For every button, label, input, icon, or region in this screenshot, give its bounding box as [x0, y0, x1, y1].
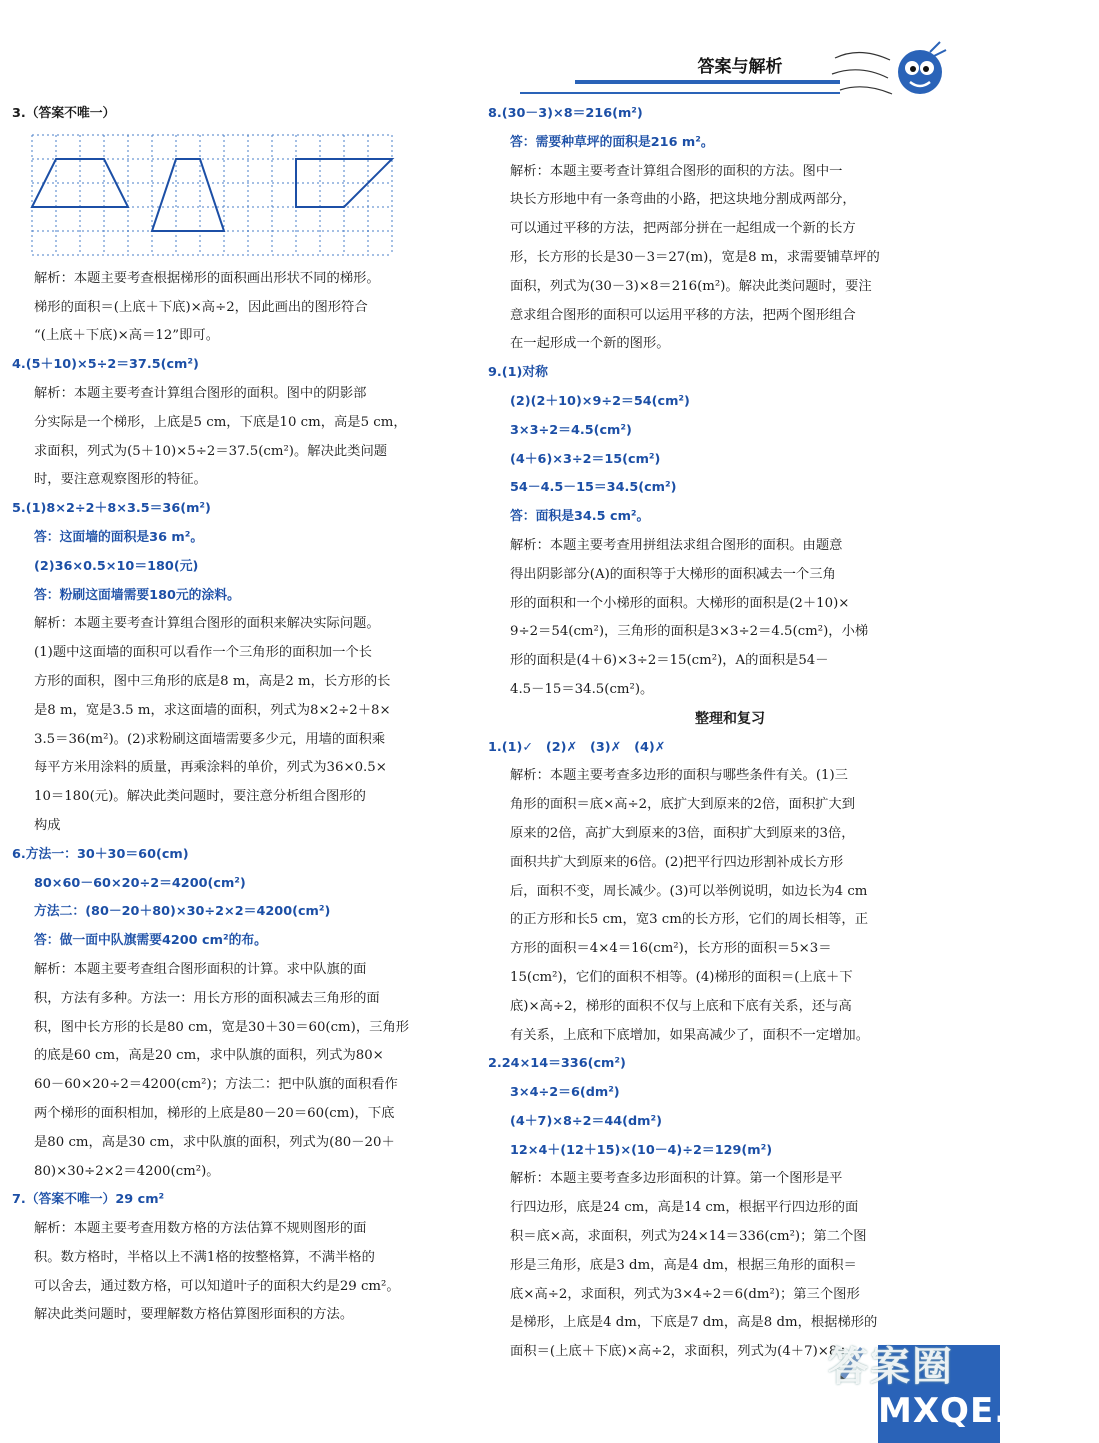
q7-answer: 7.（答案不唯一）29 cm²	[12, 1192, 165, 1208]
text-line: 角形的面积＝底×高÷2，底扩大到原来的2倍，面积扩大到	[510, 797, 856, 813]
watermark-logo-text: 答案圈	[828, 1344, 954, 1390]
text-line: 60－60×20÷2＝4200(cm²)；方法二：把中队旗的面积看作	[34, 1077, 398, 1093]
text-line: 解析：本题主要考查多边形的面积与哪些条件有关。(1)三	[510, 768, 848, 784]
q6-answer-3: 方法二：(80－20＋80)×30÷2×2＝4200(cm²)	[34, 904, 331, 920]
text-line: 是80 cm，高是30 cm，求中队旗的面积，列式为(80－20＋	[34, 1134, 395, 1150]
text-line: 的底是60 cm，高是20 cm，求中队旗的面积，列式为80×	[34, 1048, 384, 1064]
text-line: 80)×30÷2×2＝4200(cm²)。	[34, 1163, 220, 1179]
header-rule-thin	[520, 92, 840, 94]
text-line: 的正方形和长5 cm，宽3 cm的长方形，它们的周长相等，正	[510, 912, 869, 928]
review-2-answer-4: 12×4＋(12＋15)×(10－4)÷2＝129(m²)	[510, 1142, 773, 1158]
header-title: 答案与解析	[697, 57, 783, 77]
q9-answer-5: 54－4.5－15＝34.5(cm²)	[510, 480, 677, 496]
q6-answer-1: 6.方法一：30＋30＝60(cm)	[12, 846, 189, 862]
watermark-url: MXQE.COM	[878, 1391, 1099, 1431]
text-line: 解析：本题主要考查用数方格的方法估算不规则图形的面	[34, 1221, 367, 1237]
text-line: 得出阴影部分(A)的面积等于大梯形的面积减去一个三角	[510, 566, 836, 582]
text-line: 积。数方格时，半格以上不满1格的按整格算，不满半格的	[34, 1249, 375, 1265]
mascot-icon	[830, 38, 950, 108]
q5-explanation	[12, 610, 472, 840]
review-2-answer-3: (4＋7)×8÷2＝44(dm²)	[510, 1113, 662, 1129]
q7-explanation	[12, 1215, 472, 1330]
text-line: 解决此类问题时，要理解数方格估算图形面积的方法。	[34, 1307, 354, 1323]
page-header	[0, 0, 1000, 110]
text-line: 后，面积不变，周长减少。(3)可以举例说明，如边长为4 cm	[510, 883, 868, 899]
text-line: 方形的面积＝4×4＝16(cm²)，长方形的面积＝5×3＝	[510, 941, 832, 957]
text-line: 积＝底×高，求面积，列式为24×14＝336(cm²)；第二个图	[510, 1229, 867, 1245]
q6-explanation	[12, 956, 472, 1186]
text-line: 分实际是一个梯形，上底是5 cm，下底是10 cm，高是5 cm，	[34, 414, 407, 430]
q8-explanation	[488, 158, 950, 360]
q5-answer-1: 5.(1)8×2÷2＋8×3.5＝36(m²)	[12, 501, 211, 517]
text-line: 面积＝(上底＋下底)×高÷2，求面积，列式为(4＋7)×8÷	[510, 1344, 849, 1360]
review-2-answer-1: 2.24×14＝336(cm²)	[488, 1056, 626, 1072]
q9-answer-3: 3×3÷2＝4.5(cm²)	[510, 422, 632, 438]
text-line: 每平方米用涂料的质量，再乘涂料的单价，列式为36×0.5×	[34, 760, 387, 776]
text-line: 解析：本题主要考查用拼组法求组合图形的面积。由题意	[510, 537, 843, 553]
q5-answer-4: 答：粉刷这面墙需要180元的涂料。	[34, 587, 240, 603]
text-line: 15(cm²)，它们的面积不相等。(4)梯形的面积＝(上底＋下	[510, 969, 853, 985]
text-line: (1)题中这面墙的面积可以看作一个三角形的面积加一个长	[34, 645, 372, 661]
q6-answer-4: 答：做一面中队旗需要4200 cm²的布。	[34, 933, 267, 949]
text-line: 可以通过平移的方法，把两部分拼在一起组成一个新的长方	[510, 221, 856, 237]
text-line: 形的面积和一个小梯形的面积。大梯形的面积是(2＋10)×	[510, 595, 850, 611]
text-line: 底)×高÷2，梯形的面积不仅与上底和下底有关系，还与高	[510, 998, 852, 1014]
text-line: 解析：本题主要考查组合图形面积的计算。求中队旗的面	[34, 961, 367, 977]
text-line: 形，长方形的长是30－3＝27(m)，宽是8 m，求需要铺草坪的	[510, 249, 880, 265]
review-2-answer-2: 3×4÷2＝6(dm²)	[510, 1085, 620, 1101]
text-line: 是梯形，上底是4 dm，下底是7 dm，高是8 dm，根据梯形的	[510, 1315, 878, 1331]
text-line: 有关系，上底和下底增加，如果高减少了，面积不一定增加。	[510, 1027, 870, 1043]
text-line: 面积，列式为(30－3)×8＝216(m²)。解决此类问题时，要注	[510, 278, 872, 294]
q5-answer-3: (2)36×0.5×10＝180(元)	[34, 558, 199, 574]
left-column	[12, 100, 472, 1330]
text-line: 解析：本题主要考查计算组合图形的面积的方法。图中一	[510, 163, 843, 179]
text-line: 积，图中长方形的长是80 cm，宽是30＋30＝60(cm)，三角形	[34, 1019, 410, 1035]
text-line: 10＝180(元)。解决此类问题时，要注意分析组合图形的	[34, 789, 366, 805]
text-line: 时，要注意观察图形的特征。	[34, 472, 207, 488]
trapezoid-grid-figure	[32, 135, 412, 259]
q4-answer: 4.(5＋10)×5÷2＝37.5(cm²)	[12, 357, 199, 373]
text-line: 3.5＝36(m²)。(2)求粉刷这面墙需要多少元，用墙的面积乘	[34, 731, 386, 747]
watermark-corner	[828, 1335, 1099, 1443]
text-line: 求面积，列式为(5＋10)×5÷2＝37.5(cm²)。解决此类问题	[34, 443, 388, 459]
q9-answer-2: (2)(2＋10)×9÷2＝54(cm²)	[510, 393, 690, 409]
text-line: 两个梯形的面积相加，梯形的上底是80－20＝60(cm)，下底	[34, 1105, 395, 1121]
right-column	[488, 100, 950, 1367]
review-1-explanation	[488, 762, 950, 1050]
text-line: 块长方形地中有一条弯曲的小路，把这块地分割成两部分，	[510, 192, 856, 208]
q3-trapezoid-grid	[12, 129, 472, 265]
q8-answer-1: 8.(30－3)×8＝216(m²)	[488, 106, 643, 121]
text-line: 9÷2＝54(cm²)，三角形的面积是3×3÷2＝4.5(cm²)，小梯	[510, 624, 869, 640]
q3-explanation	[12, 265, 472, 351]
text-line: 解析：本题主要考查多边形面积的计算。第一个图形是平	[510, 1171, 843, 1187]
text-line: 可以舍去，通过数方格，可以知道叶子的面积大约是29 cm²。	[34, 1278, 400, 1294]
q4-explanation	[12, 380, 472, 495]
text-line: 解析：本题主要考查计算组合图形的面积来解决实际问题。	[34, 616, 380, 632]
q9-answer-4: (4＋6)×3÷2＝15(cm²)	[510, 451, 661, 467]
text-line: 在一起形成一个新的图形。	[510, 336, 670, 352]
text-line: 面积共扩大到原来的6倍。(2)把平行四边形割补成长方形	[510, 854, 844, 870]
text-line: 意求组合图形的面积可以运用平移的方法，把两个图形组合	[510, 307, 856, 323]
text-line: 解析：本题主要考查计算组合图形的面积。图中的阴影部	[34, 385, 367, 401]
section-title: 整理和复习	[695, 710, 765, 727]
q5-answer-2: 答：这面墙的面积是36 m²。	[34, 529, 204, 545]
text-line: 方形的面积，图中三角形的底是8 m，高是2 m，长方形的长	[34, 673, 391, 689]
text-line: 解析：本题主要考查根据梯形的面积画出形状不同的梯形。	[34, 270, 380, 286]
text-line: 构成	[34, 817, 61, 833]
text-line: 行四边形，底是24 cm，高是14 cm，根据平行四边形的面	[510, 1200, 859, 1216]
text-line: 形的面积是(4＋6)×3÷2＝15(cm²)，A的面积是54－	[510, 653, 829, 669]
q6-answer-2: 80×60－60×20÷2＝4200(cm²)	[34, 875, 246, 891]
text-line: 梯形的面积＝(上底＋下底)×高÷2，因此画出的图形符合	[34, 299, 368, 315]
text-line: 形是三角形，底是3 dm，高是4 dm，根据三角形的面积＝	[510, 1257, 857, 1273]
text-line: 是8 m，宽是3.5 m，求这面墙的面积，列式为8×2÷2＋8×	[34, 702, 391, 718]
text-line: 原来的2倍，高扩大到原来的3倍，面积扩大到原来的3倍，	[510, 825, 855, 841]
q3-heading: 3.（答案不唯一）	[12, 106, 116, 121]
review-1-answer: 1.(1)✓ (2)✗ (3)✗ (4)✗	[488, 739, 666, 755]
text-line: “(上底＋下底)×高＝12”即可。	[34, 328, 220, 344]
text-line: 底×高÷2，求面积，列式为3×4÷2＝6(dm²)；第三个图形	[510, 1286, 860, 1302]
q9-answer-6: 答：面积是34.5 cm²。	[510, 509, 650, 525]
header-rule	[575, 80, 840, 84]
text-line: 4.5－15＝34.5(cm²)。	[510, 681, 654, 697]
q9-explanation	[488, 532, 950, 705]
text-line: 积，方法有多种。方法一：用长方形的面积减去三角形的面	[34, 990, 380, 1006]
q8-answer-2: 答：需要种草坪的面积是216 m²。	[510, 134, 714, 150]
q9-answer-1: 9.(1)对称	[488, 365, 548, 381]
